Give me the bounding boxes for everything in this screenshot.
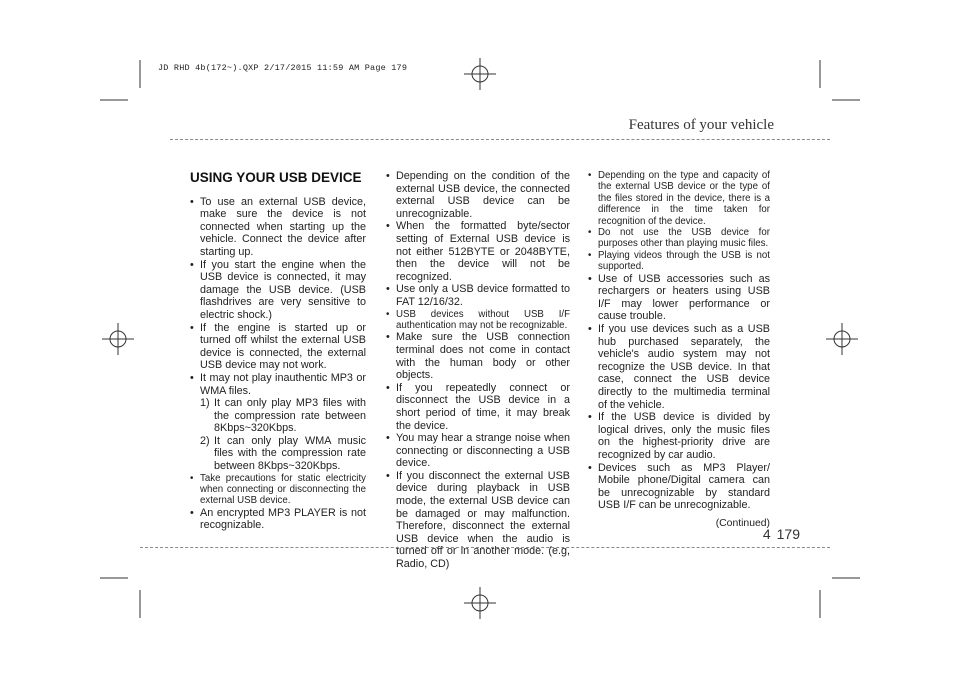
sub-list-number: 1)	[200, 397, 210, 410]
list-item: • USB devices without USB I/F authentication may not be recognizable.	[386, 309, 570, 332]
list-item: • Do not use the USB device for purposes other than playing music files.	[588, 227, 770, 250]
article-heading: USING YOUR USB DEVICE	[190, 170, 362, 185]
list-item: • Playing videos through the USB is not supported.	[588, 250, 770, 273]
registration-mark-left	[102, 323, 134, 355]
list-item: • Devices such as MP3 Player/ Mobile phone/Digital camera can be unrecognizable by standard USB I/F can be unrecognizable.	[588, 462, 770, 512]
column-1	[190, 170, 366, 532]
sub-list-item	[190, 397, 366, 435]
registration-mark-top	[464, 58, 496, 90]
continued-label: (Continued)	[715, 517, 770, 529]
sub-list-text: It can only play MP3 files with the compression rate between 8Kbps~320Kbps.	[214, 397, 366, 435]
page-number	[763, 526, 800, 542]
footer-rule	[140, 547, 830, 548]
list-item: • If you disconnect the external USB device during playback in USB mode, the external USB device can be damaged or may malfunction. Therefore, disconnect the external USB device when the audio is turned off or in another mode. (e.g, Radio, CD)	[386, 470, 570, 571]
header-rule	[170, 139, 830, 140]
list-item: • You may hear a strange noise when connecting or disconnecting a USB device.	[386, 432, 570, 470]
list-item: • Use only a USB device formatted to FAT 12/16/32.	[386, 283, 570, 308]
list-item: • Use of USB accessories such as rechargers or heaters using USB I/F may lower performance or cause trouble.	[588, 273, 770, 323]
page-number-value: 179	[776, 526, 800, 542]
registration-mark-right	[826, 323, 858, 355]
section-title: Features of your vehicle	[628, 117, 774, 133]
printer-slug: JD RHD 4b(172~).QXP 2/17/2015 11:59 AM Page 179	[158, 63, 408, 73]
list-item: • Depending on the condition of the external USB device, the connected external USB device can be unrecognizable.	[386, 170, 570, 220]
list-item: • If you repeatedly connect or disconnect the USB device in a short period of time, it may break the device.	[386, 382, 570, 432]
list-item: • If you use devices such as a USB hub purchased separately, the vehicle's audio system may not recognize the USB device. In that case, connect the USB device directly to the multimedia terminal of the vehicle.	[588, 323, 770, 411]
list-item: • If the USB device is divided by logical drives, only the music files on the highest-priority drive are recognized by car audio.	[588, 411, 770, 461]
list-item: • If you start the engine when the USB device is connected, it may damage the USB device. (USB flashdrives are very sensitive to electric shock.)	[190, 259, 366, 322]
list-item: • Take precautions for static electricity when connecting or disconnecting the external USB device.	[190, 473, 366, 507]
list-item: • To use an external USB device, make sure the device is not connected when starting up the vehicle. Connect the device after starting up.	[190, 196, 366, 259]
list-item: • It may not play inauthentic MP3 or WMA files.	[190, 372, 366, 397]
column-2	[386, 170, 570, 571]
registration-mark-bottom	[464, 587, 496, 619]
list-item: • If the engine is started up or turned off whilst the external USB device is connected, the external USB device may not work.	[190, 322, 366, 372]
column-3	[588, 170, 770, 531]
list-item: • An encrypted MP3 PLAYER is not recognizable.	[190, 507, 366, 532]
chapter-number: 4	[762, 526, 771, 542]
list-item: • Make sure the USB connection terminal does not come in contact with the human body or other objects.	[386, 331, 570, 381]
sub-list-number: 2)	[200, 434, 210, 447]
sub-list-text: It can only play WMA music files with the compression rate between 8Kbps~320Kbps.	[214, 434, 366, 473]
list-item: • Depending on the type and capacity of the external USB device or the type of the files stored in the device, there is a difference in the time taken for recognition of the device.	[588, 170, 770, 227]
sub-list-item	[190, 435, 366, 473]
list-item: • When the formatted byte/sector setting of External USB device is not either 512BYTE or 2048BYTE, then the device will not be recognized.	[386, 220, 570, 283]
